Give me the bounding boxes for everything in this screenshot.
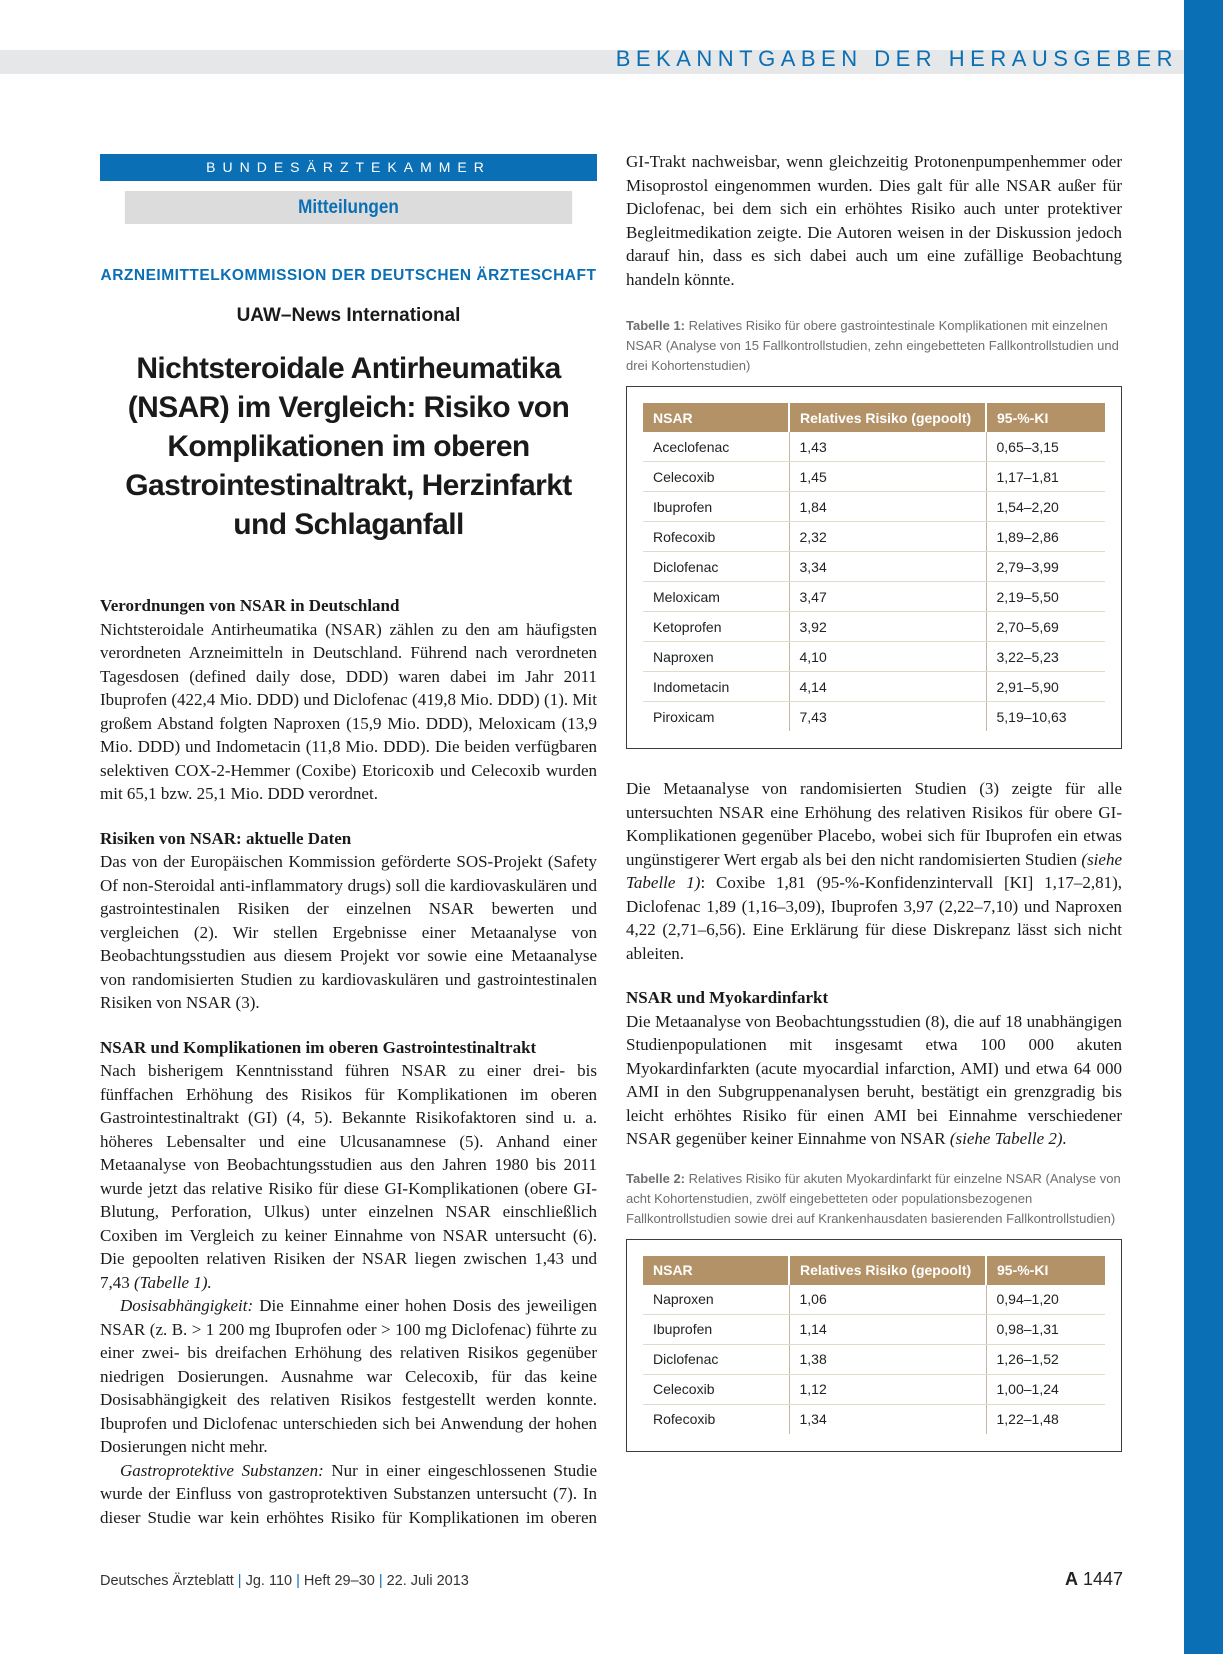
table1-cell: 2,32 [789,522,986,552]
paragraph-prescriptions: Nichtsteroidale Antirheumatika (NSAR) zählen zu den am häufigsten verordneten Arzneimitteln in Deutschland. Führend nach verordneten Tagesdosen (defined daily dose, DDD) waren dabei im Jahr 2011 Ibuprofen (422,4 Mio. DDD) und Diclofenac (419,8 Mio. DDD) (1). Mit großem Abstand folgten Naproxen (15,9 Mio. DDD), Meloxicam (13,9 Mio. DDD) und Indometacin (11,8 Mio. DDD). Die beiden verfügbaren selektiven COX-2-Hemmer (Coxibe) Etoricoxib und Celecoxib wurden mit 65,1 bzw. 25,1 Mio. DDD verordnet. [100,619,597,803]
table1-cell: 2,19–5,50 [986,582,1105,612]
table2-cell: 1,14 [789,1314,986,1344]
table1-cell: Ibuprofen [643,492,789,522]
table1-cell: 2,70–5,69 [986,612,1105,642]
table2-cell: Celecoxib [643,1374,789,1404]
table1-box [626,386,1122,749]
table2-header-3: 95-%-KI [986,1256,1105,1285]
table1-cell: 3,92 [789,612,986,642]
table2-header-2: Relatives Risiko (gepoolt) [789,1256,986,1285]
paragraph-gi: Nach bisherigem Kenntnisstand führen NSAR zu einer drei- bis fünffachen Erhöhung des Risikos für Komplikationen im oberen Gastrointestinaltrakt (GI) (4, 5). Bekannte Risikofaktoren sind u. a. höheres Lebensalter und eine Ulcusanamnese (5). Anhand einer Metaanalyse von Beobachtungsstudien aus den Jahren 1980 bis 2011 wurde jetzt das relative Risiko für diese GI-Komplikationen (obere GI-Blutung, Perforation, Ulkus) unter einzelnen NSAR einschließlich Coxiben im Vergleich zu keiner Einnahme von NSAR untersucht (6). Die gepoolten relativen Risiken der NSAR liegen zwischen 1,43 und 7,43 (Tabelle 1). [100,1061,597,1292]
table1-cell: 4,14 [789,672,986,702]
paragraph-risks: Das von der Europäischen Kommission geförderte SOS-Projekt (Safety Of non-Steroidal anti-inflammatory drugs) soll die kardiovaskulären und gastrointestinalen Risiken der einzelnen NSAR bewerten und vergleichen (2). Wir stellen Ergebnisse einer Metaanalyse von Beobachtungsstudien aus diesem Projekt vor sowie eine Metaanalyse von randomisierten Studien zu kardiovaskulären und gastrointestinalen Risiken von NSAR (3). [100,852,597,1012]
table2-cell: 1,26–1,52 [986,1344,1105,1374]
section-heading-gi: NSAR und Komplikationen im oberen Gastrointestinaltrakt [100,1037,537,1057]
section-header: BEKANNTGABEN DER HERAUSGEBER [615,46,1178,71]
table2-cell: Naproxen [643,1285,789,1315]
table1-cell: Celecoxib [643,462,789,492]
table1-cell: 0,65–3,15 [986,432,1105,462]
table2-row [643,1285,1105,1315]
table1-cell: 3,47 [789,582,986,612]
table2-header-1: NSAR [643,1256,789,1285]
table1-cell: 1,89–2,86 [986,522,1105,552]
table2-cell: Diclofenac [643,1344,789,1374]
table2-row [643,1404,1105,1434]
table1-row [643,702,1105,732]
table1-cell: 1,43 [789,432,986,462]
table2-row [643,1314,1105,1344]
table1-cell: Rofecoxib [643,522,789,552]
table1-header-3: 95-%-KI [986,403,1105,432]
left-column [100,154,597,1529]
table1-cell: 2,79–3,99 [986,552,1105,582]
table1-cell: 3,34 [789,552,986,582]
table2-cell: 1,12 [789,1374,986,1404]
paragraph-gastroprotective-continued: GI-Trakt nachweisbar, wenn gleichzeitig Protonenpumpenhemmer oder Misoprostol eingenommen wurden. Dies galt für alle NSAR außer für Diclofenac, bei dem sich ein erhöhtes Risiko auch unter protektiver Begleitmedikation zeigte. Die Autoren weisen in der Diskussion jedoch darauf hin, dass es sich dabei auch um eine zufällige Beobachtung handeln könnte. [626,152,1122,289]
table1-cell: 4,10 [789,642,986,672]
section-heading-mi: NSAR und Myokardinfarkt [626,988,829,1007]
journal-volume: Jg. 110 [245,1573,293,1589]
table2 [643,1256,1105,1434]
commission-name: ARZNEIMITTELKOMMISSION DER DEUTSCHEN ÄRZTESCHAFT [100,267,597,284]
journal-date: 22. Juli 2013 [386,1573,469,1589]
table1-cell: 1,45 [789,462,986,492]
table1-row [643,492,1105,522]
table1-cell: Ketoprofen [643,612,789,642]
table1-row [643,672,1105,702]
organization-bar: BUNDESÄRZTEKAMMER [100,154,597,181]
paragraph-gastroprotective: Gastroprotektive Substanzen: Nur in einer eingeschlossenen Studie wurde der Einfluss von gastroprotektiven Substanzen untersucht (7). In dieser Studie war kein erhöhtes Risiko für Komplikationen im oberen [100,1460,597,1527]
page-number: A 1447 [1064,1569,1123,1589]
table1-cell: 7,43 [789,702,986,732]
article-title: Nichtsteroidale Antirheumatika (NSAR) im Vergleich: Risiko von Komplikationen im oberen Gastrointestinaltrakt, Herzinfarkt und Schlaganfall [125,352,572,541]
table2-row [643,1374,1105,1404]
table1-cell: Aceclofenac [643,432,789,462]
table1-cell: 1,84 [789,492,986,522]
table1-row [643,582,1105,612]
table1 [643,403,1105,731]
category-bar: Mitteilungen [125,191,572,224]
article-kicker: UAW–News International [236,305,461,326]
paragraph-rct-meta: Die Metaanalyse von randomisierten Studien (3) zeigte für alle untersuchten NSAR eine Erhöhung des relativen Risikos für obere GI-Komplikationen gegenüber Placebo, wobei sich für Ibuprofen ein etwas ungünstigerer Wert ergab als bei den nicht randomisierten Studien (siehe Tabelle 1): Coxibe 1,81 (95-%-Konfidenzintervall [KI] 1,17–2,81), Diclofenac 1,89 (1,16–3,09), Ibuprofen 3,97 (2,22–7,10) und Naproxen 4,22 (2,71–6,56). Eine Erklärung für diese Diskrepanz lässt sich nicht ableiten. [626,779,1123,963]
table2-cell: 1,34 [789,1404,986,1434]
side-accent-bar [1184,0,1223,1654]
table2-cell: 1,22–1,48 [986,1404,1105,1434]
section-heading-prescriptions: Verordnungen von NSAR in Deutschland [100,596,400,615]
table1-row [643,462,1105,492]
table1-cell: Naproxen [643,642,789,672]
table2-box [626,1239,1122,1452]
table1-header-2: Relatives Risiko (gepoolt) [789,403,986,432]
table2-cell: 0,98–1,31 [986,1314,1105,1344]
table1-cell: 1,54–2,20 [986,492,1105,522]
table1-reference: (Tabelle 1). [134,1272,212,1292]
table1-header-1: NSAR [643,403,789,432]
table2-cell: 1,38 [789,1344,986,1374]
section-heading-risks: Risiken von NSAR: aktuelle Daten [100,828,352,848]
table1-row [643,552,1105,582]
table1-cell: 1,17–1,81 [986,462,1105,492]
table1-row [643,612,1105,642]
journal-name: Deutsches Ärzteblatt [100,1573,234,1589]
table2-caption: Tabelle 2: Relatives Risiko für akuten Myokardinfarkt für einzelne NSAR (Analyse von acht Kohortenstudien, zwölf eingebetteten oder populationsbezogenen Fallkontrollstudien sowie drei auf Krankenhausdaten basierenden Fallkontrollstudien) [626,1170,1121,1226]
table2-reference: (siehe Tabelle 2). [949,1129,1067,1148]
journal-issue: Heft 29–30 [303,1573,375,1589]
table1-cell: Diclofenac [643,552,789,582]
table1-row [643,432,1105,462]
table2-cell: 1,06 [789,1285,986,1315]
table1-row [643,642,1105,672]
table2-cell: Ibuprofen [643,1314,789,1344]
table1-cell: 5,19–10,63 [986,702,1105,732]
table1-cell: 2,91–5,90 [986,672,1105,702]
table1-cell: Meloxicam [643,582,789,612]
footer-citation: Deutsches Ärzteblatt | Jg. 110 | Heft 29–30 | 22. Juli 2013 [100,1573,469,1589]
paragraph-dose: Dosisabhängigkeit: Die Einnahme einer hohen Dosis des jeweiligen NSAR (z. B. > 1 200 mg Ibuprofen oder > 100 mg Diclofenac) führte zu einer zwei- bis dreifachen Erhöhung des relativen Risikos gegenüber niedrigen Dosierungen. Ausnahme war Celecoxib, für das keine Dosisabhängigkeit des relativen Risikos festgestellt werden konnte. Ibuprofen und Diclofenac unterschieden sich bei Anwendung der hohen Dosierungen nicht mehr. [100,1296,597,1456]
table1-row [643,522,1105,552]
table2-cell: 0,94–1,20 [986,1285,1105,1315]
right-column [626,150,1122,1452]
table1-cell: 3,22–5,23 [986,642,1105,672]
table2-cell: Rofecoxib [653,1411,716,1427]
table1-cell: Piroxicam [653,708,715,725]
table1-caption: Tabelle 1: Relatives Risiko für obere gastrointestinale Komplikationen mit einzelnen NSAR (Analyse von 15 Fallkontrollstudien, zehn eingebetteten Fallkontrollstudien und drei Kohortenstudien) [626,318,1119,373]
table1-cell: Indometacin [643,672,789,702]
paragraph-mi: Die Metaanalyse von Beobachtungsstudien (8), die auf 18 unabhängigen Studienpopulationen mit insgesamt etwa 100 000 akuten Myokardinfarkten (acute myocardial infarction, AMI) und etwa 64 000 AMI in den Subgruppenanalysen beruht, bestätigt ein grenzgradig bis leicht erhöhtes Risiko für einen AMI bei Einnahme verschiedener NSAR gegenüber keiner Einnahme von NSAR (siehe Tabelle 2). [626,1011,1122,1148]
table2-cell: 1,00–1,24 [986,1374,1105,1404]
table2-row [643,1344,1105,1374]
